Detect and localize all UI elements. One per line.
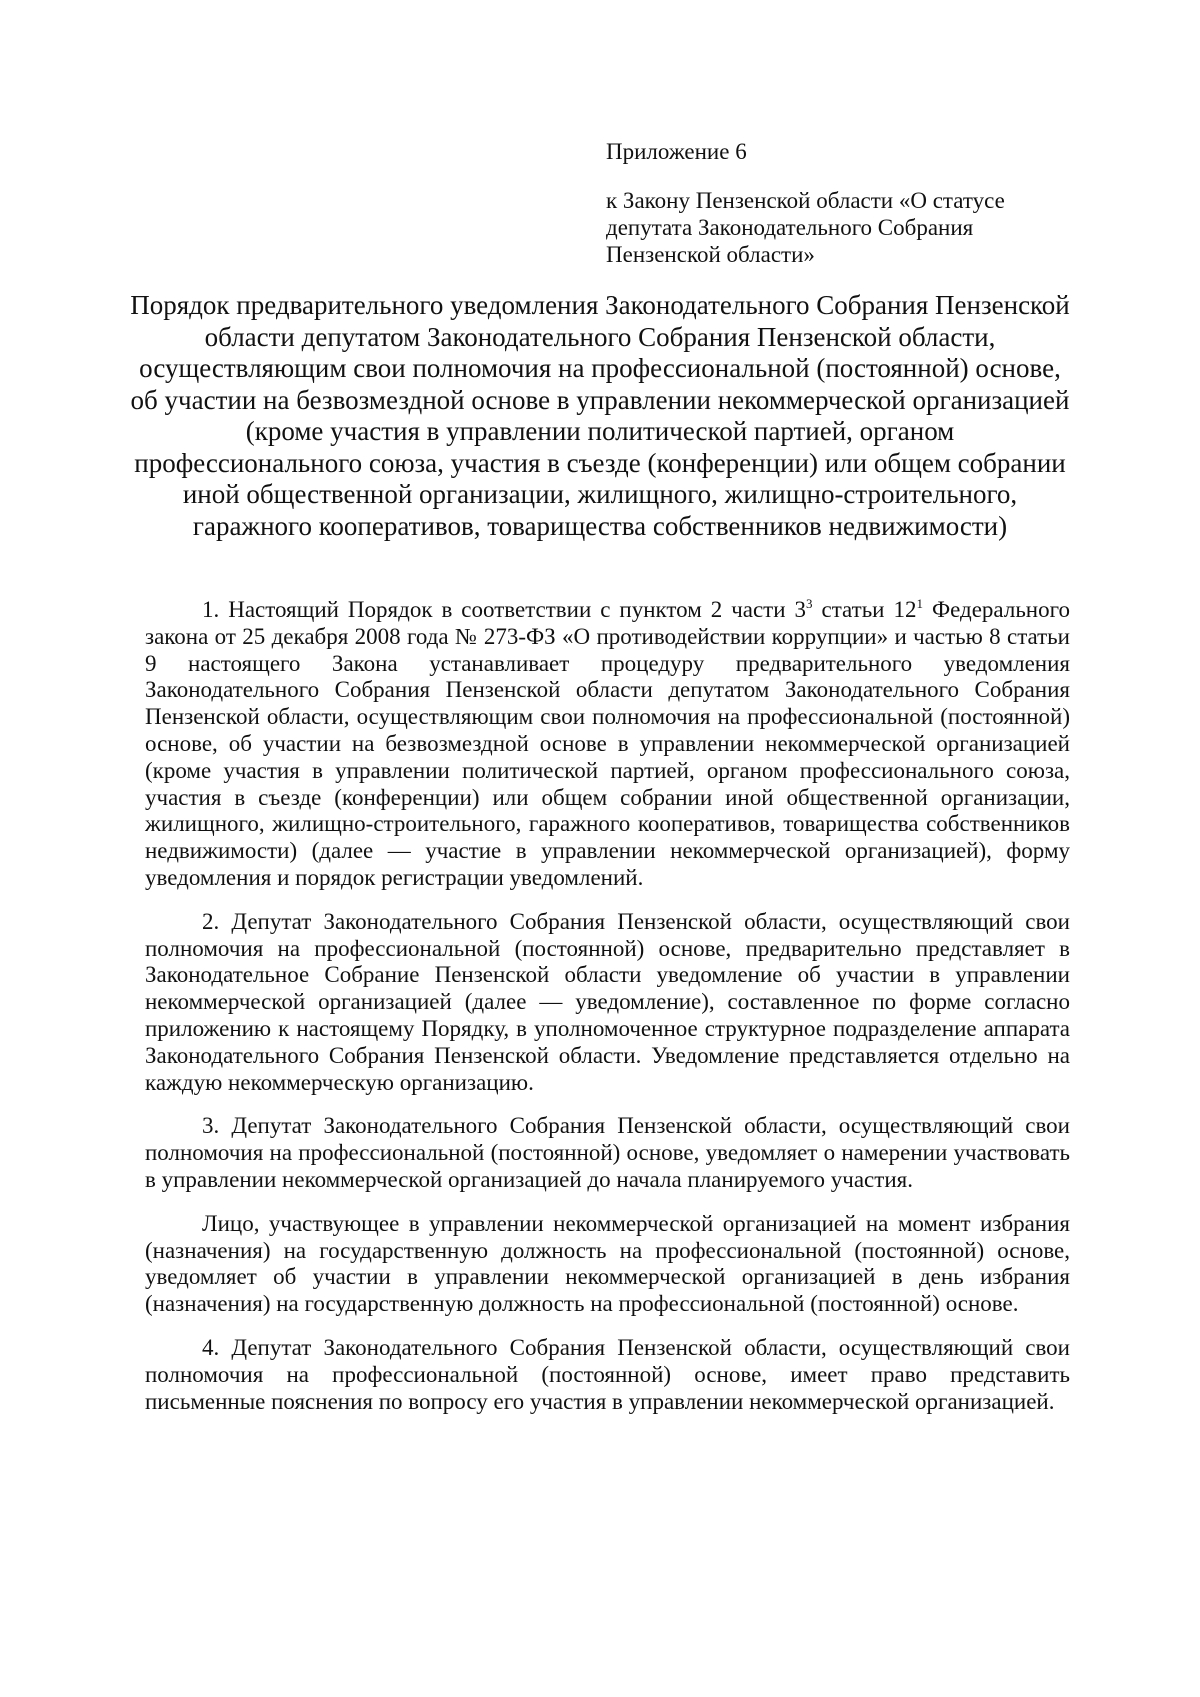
paragraph-1 bbox=[145, 597, 1070, 892]
paragraph-1-text-start: 1. Настоящий Порядок в соответствии с пунктом 2 части 3 bbox=[202, 597, 807, 622]
paragraph-2: 2. Депутат Законодательного Собрания Пензенской области, осуществляющий свои полномочия на профессиональной (постоянной) основе, предварительно представляет в Законодательное Собрание Пензенской области уведомление об участии в управлении некоммерческой организацией (далее — уведомление), составленное по форме согласно приложению к настоящему Порядку, в уполномоченное структурное подразделение аппарата Законодательного Собрания Пензенской области. Уведомление представляется отдельно на каждую некоммерческую организацию. bbox=[145, 908, 1070, 1095]
document-heading: Порядок предварительного уведомления Законодательного Собрания Пензенской области депутатом Законодательного Собрания Пензенской области, осуществляющим свои полномочия на профессиональной (постоянной) основе, об участии на безвозмездной основе в управлении некоммерческой организацией (кроме участия в управлении политической партией, органом профессионального союза, участия в съезде (конференции) или общем собрании иной общественной организации, жилищного, жилищно-строительного, гаражного кооперативов, товарищества собственников недвижимости) bbox=[130, 290, 1070, 541]
appendix-block bbox=[606, 138, 1076, 268]
paragraph-1-text-middle: статьи 12 bbox=[812, 597, 917, 622]
superscript-article-number: 1 bbox=[916, 596, 923, 611]
superscript-part-number: 3 bbox=[806, 596, 813, 611]
paragraph-4: 4. Депутат Законодательного Собрания Пензенской области, осуществляющий свои полномочия на профессиональной (постоянной) основе, имеет право представить письменные пояснения по вопросу его участия в управлении некоммерческой организацией. bbox=[145, 1334, 1070, 1414]
appendix-reference: к Закону Пензенской области «О статусе депутата Законодательного Собрания Пензенской области» bbox=[606, 188, 1005, 267]
document-body bbox=[145, 597, 1070, 1432]
appendix-title: Приложение 6 bbox=[606, 139, 747, 164]
paragraph-1-text-end: Федерального закона от 25 декабря 2008 года № 273-ФЗ «О противодействии коррупции» и частью 8 статьи 9 настоящего Закона устанавливает процедуру предварительного уведомления Законодательного Собрания Пензенской области депутатом Законодательного Собрания Пензенской области, осуществляющим свои полномочия на профессиональной (постоянной) основе, об участии на безвозмездной основе в управлении некоммерческой организацией (кроме участия в управлении политической партией, органом профессионального союза, участия в съезде (конференции) или общем собрании иной общественной организации, жилищного, жилищно-строительного, гаражного кооперативов, товарищества собственников недвижимости) (далее — участие в управлении некоммерческой организацией), форму уведомления и порядок регистрации уведомлений. bbox=[145, 597, 1070, 890]
paragraph-3-continued: Лицо, участвующее в управлении некоммерческой организацией на момент избрания (назначения) на государственную должность на профессиональной (постоянной) основе, уведомляет об участии в управлении некоммерческой организацией в день избрания (назначения) на государственную должность на профессиональной (постоянной) основе. bbox=[145, 1210, 1070, 1317]
paragraph-3: 3. Депутат Законодательного Собрания Пензенской области, осуществляющий свои полномочия на профессиональной (постоянной) основе, уведомляет о намерении участвовать в управлении некоммерческой организацией до начала планируемого участия. bbox=[145, 1113, 1070, 1192]
